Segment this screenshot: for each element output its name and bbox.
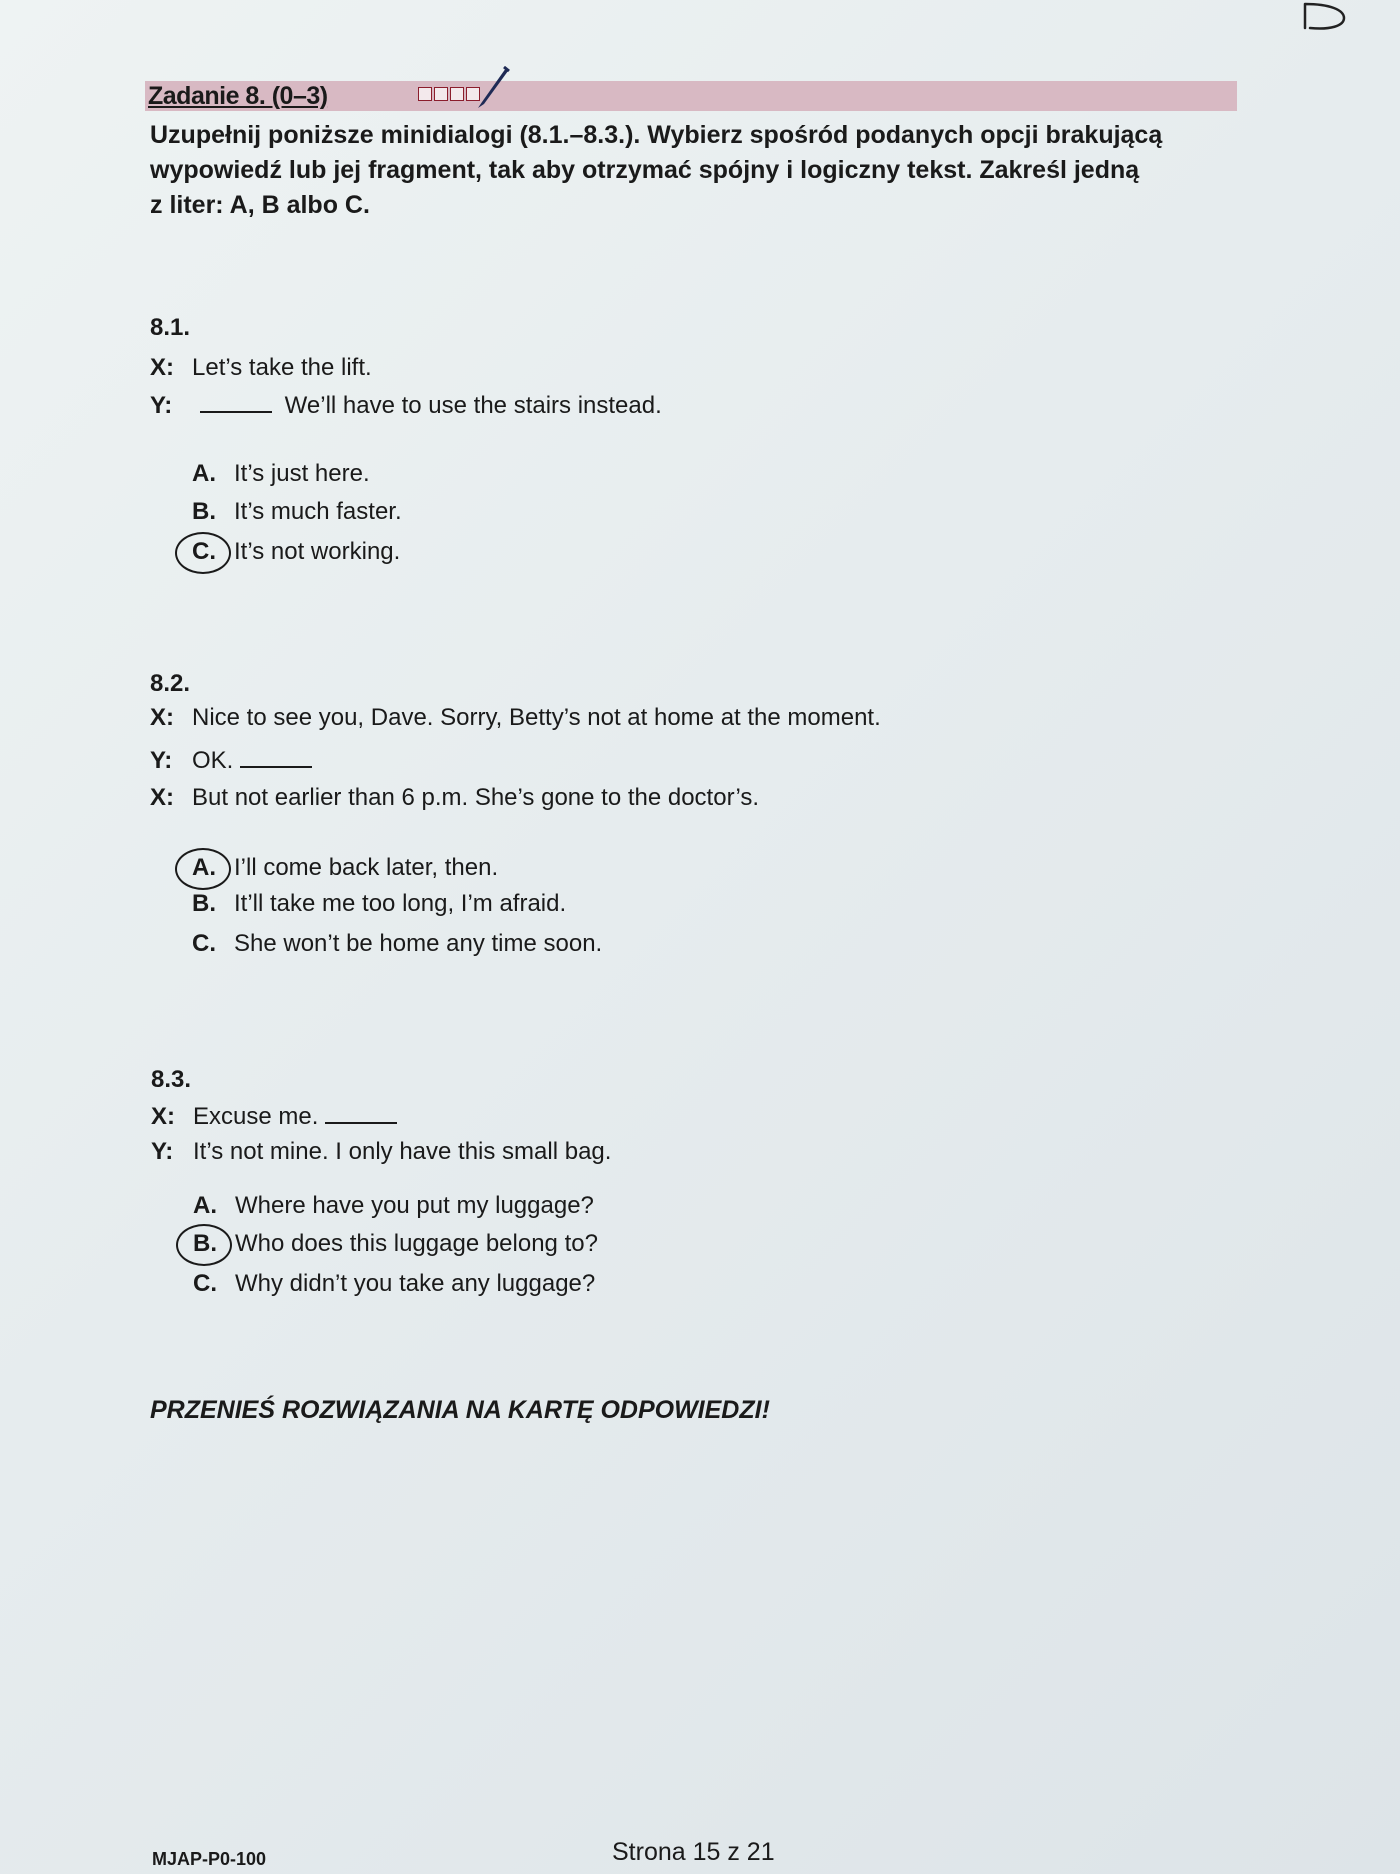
blank-gap bbox=[325, 1102, 397, 1124]
dialogue-line bbox=[150, 354, 372, 382]
speaker-label: Y: bbox=[150, 747, 173, 774]
score-box bbox=[450, 87, 464, 101]
exam-code: MJAP-P0-100 bbox=[152, 1849, 267, 1869]
dialogue-text: Nice to see you, Dave. Sorry, Betty’s not at home at the moment. bbox=[192, 704, 881, 731]
item-number-8-2: 8.2. bbox=[150, 670, 191, 697]
instruction-line: wypowiedź lub jej fragment, tak aby otrzymać spójny i logiczny tekst. Zakreśl jedną bbox=[150, 156, 1140, 184]
speaker-label: Y: bbox=[150, 392, 173, 419]
dialogue-text: But not earlier than 6 p.m. She’s gone to the doctor’s. bbox=[192, 784, 760, 811]
dialogue-text: OK. bbox=[192, 747, 234, 774]
option-text: It’s much faster. bbox=[234, 498, 402, 525]
item-number-8-1: 8.1. bbox=[150, 314, 191, 341]
speaker-label: X: bbox=[150, 354, 174, 381]
dialogue-line bbox=[150, 391, 662, 420]
item-number-8-3: 8.3. bbox=[151, 1066, 192, 1093]
option-letter: B. bbox=[193, 1230, 235, 1258]
speaker-label: X: bbox=[150, 784, 174, 811]
option-letter: A. bbox=[192, 460, 216, 487]
answer-circle bbox=[175, 532, 231, 574]
option-c-selected[interactable] bbox=[192, 538, 400, 566]
task-title: Zadanie 8. (0–3) bbox=[148, 82, 328, 110]
option-letter: B. bbox=[192, 890, 216, 917]
dialogue-text: We’ll have to use the stairs instead. bbox=[284, 392, 662, 419]
option-letter: B. bbox=[192, 498, 216, 525]
dialogue-text: Excuse me. bbox=[193, 1103, 319, 1130]
option-b-selected[interactable] bbox=[193, 1230, 598, 1258]
option-a[interactable] bbox=[193, 1192, 594, 1220]
option-a-selected[interactable] bbox=[192, 854, 498, 882]
dialogue-line bbox=[150, 784, 759, 812]
task-instructions bbox=[150, 118, 1250, 223]
pen-icon bbox=[476, 66, 510, 110]
option-b[interactable] bbox=[192, 890, 566, 918]
option-text: Why didn’t you take any luggage? bbox=[235, 1270, 596, 1297]
blank-gap bbox=[200, 391, 272, 413]
transfer-answers-note: PRZENIEŚ ROZWIĄZANIA NA KARTĘ ODPOWIEDZI! bbox=[150, 1396, 770, 1424]
dialogue-text: Let’s take the lift. bbox=[192, 354, 372, 381]
dialogue-line bbox=[151, 1102, 397, 1131]
answer-circle bbox=[175, 848, 231, 890]
handwritten-corner-mark bbox=[1300, 0, 1350, 36]
score-box bbox=[418, 87, 432, 101]
speaker-label: X: bbox=[151, 1103, 175, 1130]
option-text: It’s just here. bbox=[234, 460, 370, 487]
instruction-line: z liter: A, B albo C. bbox=[150, 191, 370, 219]
option-text: I’ll come back later, then. bbox=[234, 854, 499, 881]
option-c[interactable] bbox=[193, 1270, 595, 1298]
option-a[interactable] bbox=[192, 460, 370, 488]
option-text: Who does this luggage belong to? bbox=[235, 1230, 598, 1257]
score-box bbox=[434, 87, 448, 101]
score-boxes bbox=[418, 87, 480, 101]
instruction-line: Uzupełnij poniższe minidialogi (8.1.–8.3.). Wybierz spośród podanych opcji brakującą bbox=[150, 121, 1163, 149]
option-letter: A. bbox=[193, 1192, 217, 1219]
option-letter: C. bbox=[192, 538, 234, 566]
option-text: She won’t be home any time soon. bbox=[234, 930, 603, 957]
option-text: It’s not working. bbox=[234, 538, 401, 565]
option-letter: C. bbox=[192, 930, 216, 957]
dialogue-line bbox=[151, 1138, 611, 1166]
speaker-label: Y: bbox=[151, 1138, 174, 1165]
dialogue-text: It’s not mine. I only have this small bag. bbox=[193, 1138, 612, 1165]
option-text: It’ll take me too long, I’m afraid. bbox=[234, 890, 567, 917]
option-text: Where have you put my luggage? bbox=[235, 1192, 594, 1219]
dialogue-line bbox=[150, 704, 881, 732]
option-letter: C. bbox=[193, 1270, 217, 1297]
option-b[interactable] bbox=[192, 498, 402, 526]
page-number: Strona 15 z 21 bbox=[612, 1838, 775, 1866]
blank-gap bbox=[240, 746, 312, 768]
dialogue-line bbox=[150, 746, 312, 775]
option-letter: A. bbox=[192, 854, 234, 882]
speaker-label: X: bbox=[150, 704, 174, 731]
option-c[interactable] bbox=[192, 930, 602, 958]
answer-circle bbox=[176, 1224, 232, 1266]
